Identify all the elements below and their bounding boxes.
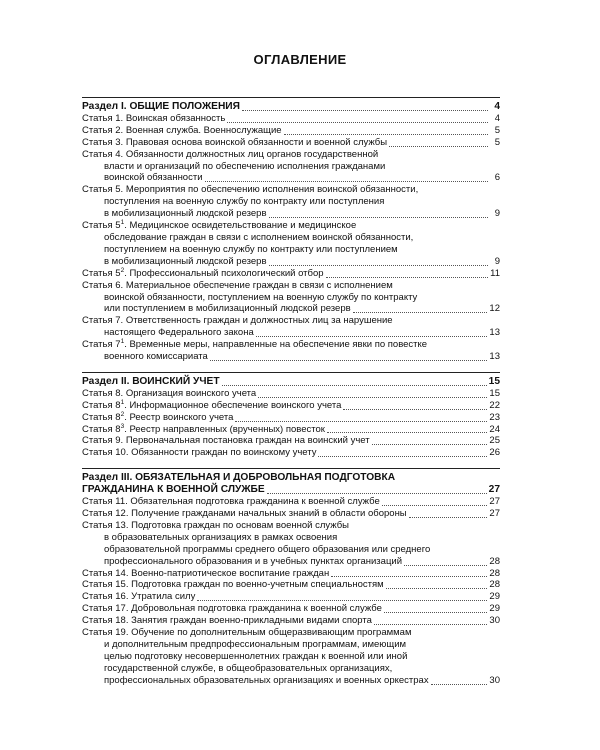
page-number: 13 xyxy=(489,351,500,363)
page-number: 5 xyxy=(494,136,500,148)
entry-text: Статья 2. Военная служба. Военнослужащие xyxy=(82,124,282,136)
page-number: 28 xyxy=(489,579,500,591)
toc-entry xyxy=(82,424,500,436)
entry-text: Статья 17. Добровольная подготовка гражданина к военной службе xyxy=(82,603,382,615)
entry-text: Статья 13. Подготовка граждан по основам военной службы xyxy=(82,519,349,531)
dot-leader xyxy=(384,611,488,613)
dot-leader xyxy=(318,455,487,457)
toc-entry-line xyxy=(82,627,500,639)
entry-text: Статья 9. Первоначальная постановка граждан на воинский учет xyxy=(82,435,370,447)
dot-leader xyxy=(269,216,488,218)
toc-entry-line xyxy=(82,315,500,327)
dot-leader xyxy=(326,276,488,278)
dot-leader xyxy=(327,431,488,433)
entry-text: образовательной программы среднего общего образования или среднего xyxy=(104,543,431,555)
page-number: 27 xyxy=(489,496,500,508)
page-number: 11 xyxy=(490,267,500,279)
toc-entry xyxy=(82,268,500,280)
toc-entry-line xyxy=(82,196,500,208)
toc-entry-line xyxy=(82,651,500,663)
section-label: Раздел II. ВОИНСКИЙ УЧЕТ xyxy=(82,375,220,387)
section-heading-line xyxy=(82,484,500,496)
toc-entry-line xyxy=(82,339,500,351)
page-number: 27 xyxy=(488,484,500,496)
entry-text: профессионального образования и в учебных пунктах организаций xyxy=(104,555,402,567)
section-rule xyxy=(82,372,500,373)
toc-entry xyxy=(82,412,500,424)
page-number: 26 xyxy=(489,447,500,459)
dot-leader xyxy=(431,683,488,685)
toc-entry-line xyxy=(82,149,500,161)
toc-entry-line xyxy=(82,256,500,268)
toc-entry xyxy=(82,603,500,615)
entry-text: Статья $5^1$. Медицинское освидетельствование и медицинское xyxy=(82,219,357,232)
dot-leader xyxy=(267,492,487,494)
entry-text: профессиональных образовательных организациях и военных оркестрах xyxy=(104,674,429,686)
toc-entry xyxy=(82,508,500,520)
entry-text: или поступлением в мобилизационный людской резерв xyxy=(104,303,351,315)
page-number: 9 xyxy=(494,255,500,267)
entry-text: Статья 3. Правовая основа воинской обязанности и военной службы xyxy=(82,136,388,148)
entry-text: Статья 11. Обязательная подготовка гражданина к военной службе xyxy=(82,496,380,508)
table-of-contents xyxy=(82,97,500,687)
section-heading xyxy=(82,101,500,113)
page-number: 15 xyxy=(489,387,500,399)
entry-text: Статья $8^3$. Реестр направленных (врученных) повесток xyxy=(82,422,325,435)
dot-leader xyxy=(258,396,487,398)
entry-text: в образовательных организациях в рамках освоения xyxy=(104,531,338,543)
dot-leader xyxy=(227,121,488,123)
page-number: 25 xyxy=(489,435,500,447)
entry-text: Статья $8^2$. Реестр воинского учета xyxy=(82,410,234,423)
entry-text: Статья 12. Получение гражданами начальных знаний в области обороны xyxy=(82,508,407,519)
toc-entry-line xyxy=(82,220,500,232)
toc-entry-line xyxy=(82,520,500,532)
entry-text: Статья 7. Ответственность граждан и должностных лиц за нарушение xyxy=(82,315,393,327)
toc-entry-line xyxy=(82,172,500,184)
entry-text: Статья 16. Утратила силу xyxy=(82,591,196,603)
toc-entry-line xyxy=(82,161,500,173)
entry-text: Статья $8^1$. Информационное обеспечение воинского учета xyxy=(82,398,342,411)
toc-entry xyxy=(82,615,500,627)
toc-entry-line xyxy=(82,303,500,315)
page-number: 4 xyxy=(494,112,500,124)
entry-text: государственной службе, в общеобразовательных организациях, xyxy=(104,662,393,674)
section-spacer xyxy=(82,363,500,372)
entry-text: военного комиссариата xyxy=(104,351,208,363)
toc-entry-line xyxy=(82,639,500,651)
entry-text: Статья 14. Военно-патриотическое воспитание граждан xyxy=(82,567,330,579)
entry-text: Статья 1. Воинская обязанность xyxy=(82,112,226,124)
entry-text: Статья 5. Мероприятия по обеспечению исполнения воинской обязанности, xyxy=(82,184,419,196)
page-number: 15 xyxy=(488,375,500,387)
toc-entry xyxy=(82,568,500,580)
toc-entry-line xyxy=(82,544,500,556)
toc-entry xyxy=(82,137,500,149)
dot-leader xyxy=(372,443,488,445)
section-heading xyxy=(82,376,500,388)
dot-leader xyxy=(205,180,488,182)
dot-leader xyxy=(374,623,488,625)
toc-entry xyxy=(82,579,500,591)
toc-entry-line xyxy=(82,556,500,568)
dot-leader xyxy=(331,575,487,577)
page-number: 4 xyxy=(494,101,500,112)
toc-entry xyxy=(82,388,500,400)
toc-title: ОГЛАВЛЕНИЕ xyxy=(253,52,347,67)
entry-text: в мобилизационный людской резерв xyxy=(104,255,267,267)
page-number: 28 xyxy=(489,555,500,567)
dot-leader xyxy=(353,311,488,313)
page-number: 24 xyxy=(489,423,500,435)
toc-entry xyxy=(82,125,500,137)
entry-text: настоящего Федерального закона xyxy=(104,327,254,339)
section-rule xyxy=(82,97,500,98)
entry-text: Статья 4. Обязанности должностных лиц органов государственной xyxy=(82,148,379,160)
toc-entry xyxy=(82,496,500,508)
section-label: Раздел I. ОБЩИЕ ПОЛОЖЕНИЯ xyxy=(82,101,240,112)
entry-text: Статья 8. Организация воинского учета xyxy=(82,387,257,399)
page-number: 30 xyxy=(489,615,500,627)
page-number: 28 xyxy=(489,567,500,579)
page-number: 13 xyxy=(489,327,500,339)
dot-leader xyxy=(386,587,488,589)
page-number: 29 xyxy=(489,591,500,603)
dot-leader xyxy=(197,599,487,601)
toc-entry xyxy=(82,447,500,459)
page-number: 30 xyxy=(489,674,500,686)
toc-entry xyxy=(82,591,500,603)
page-number: 22 xyxy=(489,399,500,411)
entry-text: Статья 15. Подготовка граждан по военно-учетным специальностям xyxy=(82,579,384,591)
dot-leader xyxy=(284,133,488,135)
section-label: Раздел III. ОБЯЗАТЕЛЬНАЯ И ДОБРОВОЛЬНАЯ ПОДГОТОВКА xyxy=(82,472,396,484)
entry-text: целью подготовку несовершеннолетних граждан к военной или иной xyxy=(104,650,408,662)
section-spacer xyxy=(82,459,500,468)
page-number: 5 xyxy=(494,124,500,136)
dot-leader xyxy=(269,264,488,266)
entry-text: Статья 10. Обязанности граждан по воинскому учету xyxy=(82,447,317,459)
toc-entry xyxy=(82,113,500,125)
entry-text: Статья 18. Занятия граждан военно-прикладными видами спорта xyxy=(82,615,372,627)
toc-entry xyxy=(82,400,500,412)
toc-entry-line xyxy=(82,327,500,339)
dot-leader xyxy=(343,408,487,410)
entry-text: в мобилизационный людской резерв xyxy=(104,208,267,220)
toc-entry-line xyxy=(82,232,500,244)
entry-text: воинской обязанности xyxy=(104,172,203,184)
dot-leader xyxy=(235,420,487,422)
entry-text: Статья 6. Материальное обеспечение граждан в связи с исполнением xyxy=(82,279,393,291)
dot-leader xyxy=(210,359,488,361)
dot-leader xyxy=(409,516,488,518)
entry-text: власти и организаций по обеспечению исполнения гражданами xyxy=(104,160,386,172)
page-number: 6 xyxy=(494,172,500,184)
page-number: 23 xyxy=(489,411,500,423)
dot-leader xyxy=(256,335,488,337)
toc-entry-line xyxy=(82,663,500,675)
toc-entry-line xyxy=(82,184,500,196)
toc-entry-line xyxy=(82,351,500,363)
entry-text: поступления на военную службу по контракту или поступления xyxy=(104,196,385,208)
toc-entry-line xyxy=(82,292,500,304)
section-rule xyxy=(82,468,500,469)
toc-entry-line xyxy=(82,208,500,220)
dot-leader xyxy=(382,504,488,506)
entry-text: Статья 19. Обучение по дополнительным общеразвивающим программам xyxy=(82,627,412,639)
page-number: 29 xyxy=(489,603,500,615)
entry-text: воинской обязанности, поступлением на военную службу по контракту xyxy=(104,291,418,303)
section-heading-line xyxy=(82,472,500,484)
entry-text: Статья $5^2$. Профессиональный психологический отбор xyxy=(82,266,324,279)
page-number: 27 xyxy=(489,508,500,519)
dot-leader xyxy=(389,145,488,147)
page-number: 9 xyxy=(494,208,500,220)
toc-entry-line xyxy=(82,675,500,687)
entry-text: Статья $7^1$. Временные меры, направленные на обеспечение явки по повестке xyxy=(82,338,428,351)
dot-leader xyxy=(404,564,487,566)
dot-leader xyxy=(242,109,488,111)
toc-entry-line xyxy=(82,532,500,544)
toc-entry xyxy=(82,435,500,447)
entry-text: поступлением на военную службу по контракту или поступлением xyxy=(104,243,398,255)
section-label: ГРАЖДАНИНА К ВОЕННОЙ СЛУЖБЕ xyxy=(82,484,265,496)
entry-text: и дополнительным предпрофессиональным программам, имеющим xyxy=(104,638,407,650)
dot-leader xyxy=(222,384,487,386)
toc-entry-line xyxy=(82,280,500,292)
page-number: 12 xyxy=(489,303,500,315)
entry-text: обследование граждан в связи с исполнением воинской обязанности, xyxy=(104,231,414,243)
toc-entry-line xyxy=(82,244,500,256)
